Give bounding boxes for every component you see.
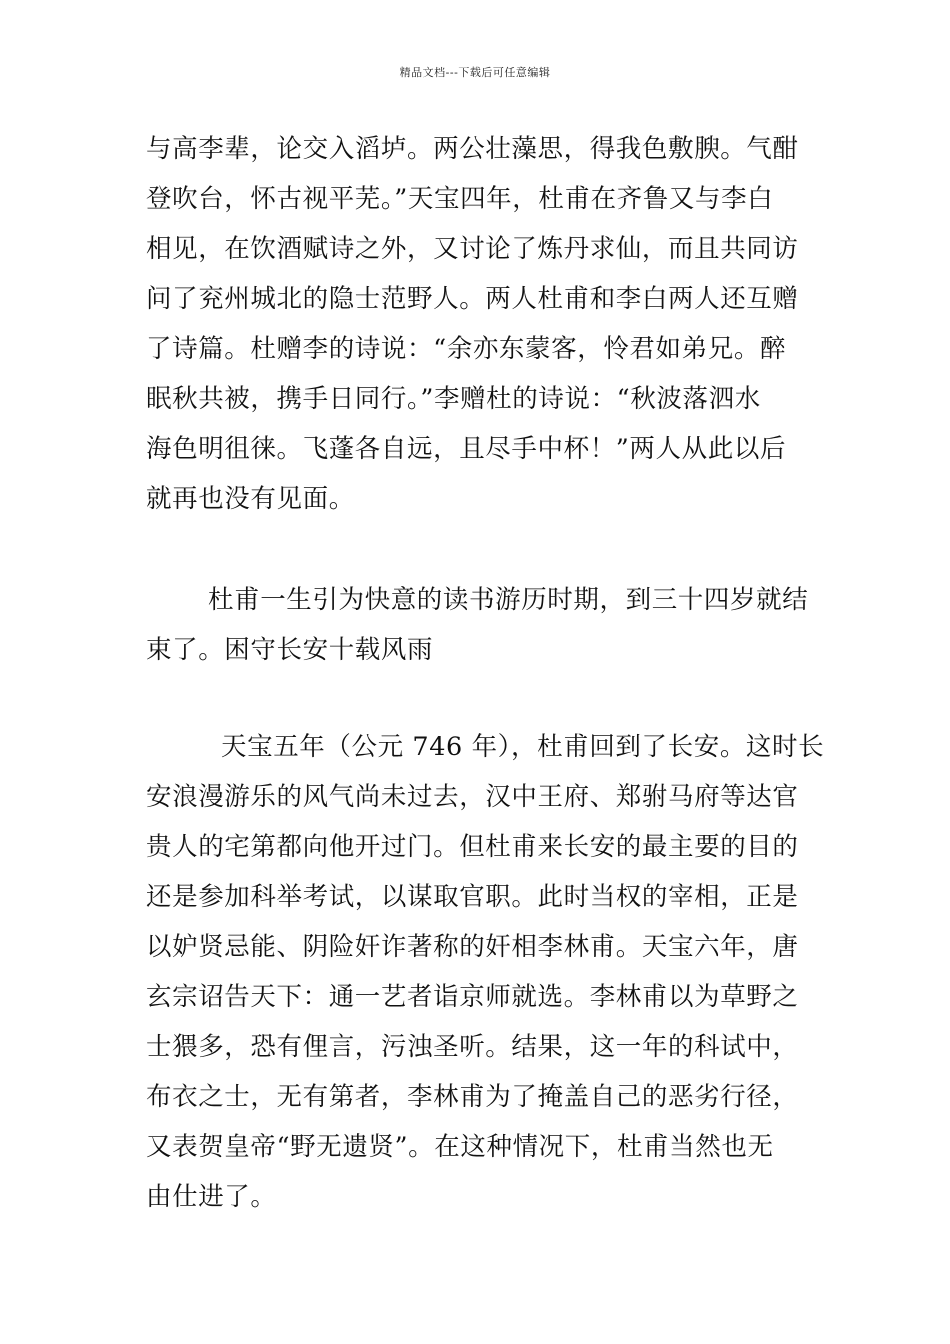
paragraph-2 xyxy=(146,575,809,675)
text-line: 问了兖州城北的隐士范野人。两人杜甫和李白两人还互赠 xyxy=(146,284,799,314)
text-line: 天宝五年（公元 746 年），杜甫回到了长安。这时长 xyxy=(221,732,825,762)
text-line: 登吹台，怀古视平芜。”天宝四年，杜甫在齐鲁又与李白 xyxy=(146,184,774,214)
text-line: 由仕进了。 xyxy=(146,1182,277,1212)
text-line: 相见，在饮酒赋诗之外，又讨论了炼丹求仙，而且共同访 xyxy=(146,234,799,264)
text-line: 以妒贤忌能、阴险奸诈著称的奸相李林甫。天宝六年，唐 xyxy=(146,932,799,962)
text-line: 士猥多，恐有俚言，污浊圣听。结果，这一年的科试中， xyxy=(146,1032,799,1062)
paragraph-3 xyxy=(146,722,825,1222)
text-line: 了诗篇。杜赠李的诗说：“余亦东蒙客，怜君如弟兄。醉 xyxy=(146,334,787,364)
text-line: 布衣之士，无有第者，李林甫为了掩盖自己的恶劣行径， xyxy=(146,1082,799,1112)
text-line: 杜甫一生引为快意的读书游历时期，到三十四岁就结 xyxy=(208,585,809,615)
paragraph-1 xyxy=(146,124,806,524)
text-line: 海色明徂徕。飞蓬各自远，且尽手中杯！”两人从此以后 xyxy=(146,434,787,464)
text-line: 眠秋共被，携手日同行。”李赠杜的诗说：“秋波落泗水 xyxy=(146,384,761,414)
text-line: 就再也没有见面。 xyxy=(146,484,355,514)
text-line: 束了。困守长安十载风雨 xyxy=(146,635,434,665)
text-line: 又表贺皇帝“野无遗贤”。在这种情况下，杜甫当然也无 xyxy=(146,1132,774,1162)
text-line: 还是参加科举考试，以谋取官职。此时当权的宰相，正是 xyxy=(146,882,799,912)
text-line: 玄宗诏告天下：通一艺者诣京师就选。李林甫以为草野之 xyxy=(146,982,799,1012)
text-line: 安浪漫游乐的风气尚未过去，汉中王府、郑驸马府等达官 xyxy=(146,782,799,812)
text-line: 与高李辈，论交入滔垆。两公壮藻思，得我色敷腴。气酣 xyxy=(146,134,799,164)
text-line: 贵人的宅第都向他开过门。但杜甫来长安的最主要的目的 xyxy=(146,832,799,862)
page-header: 精品文档---下载后可任意编辑 xyxy=(399,66,551,79)
